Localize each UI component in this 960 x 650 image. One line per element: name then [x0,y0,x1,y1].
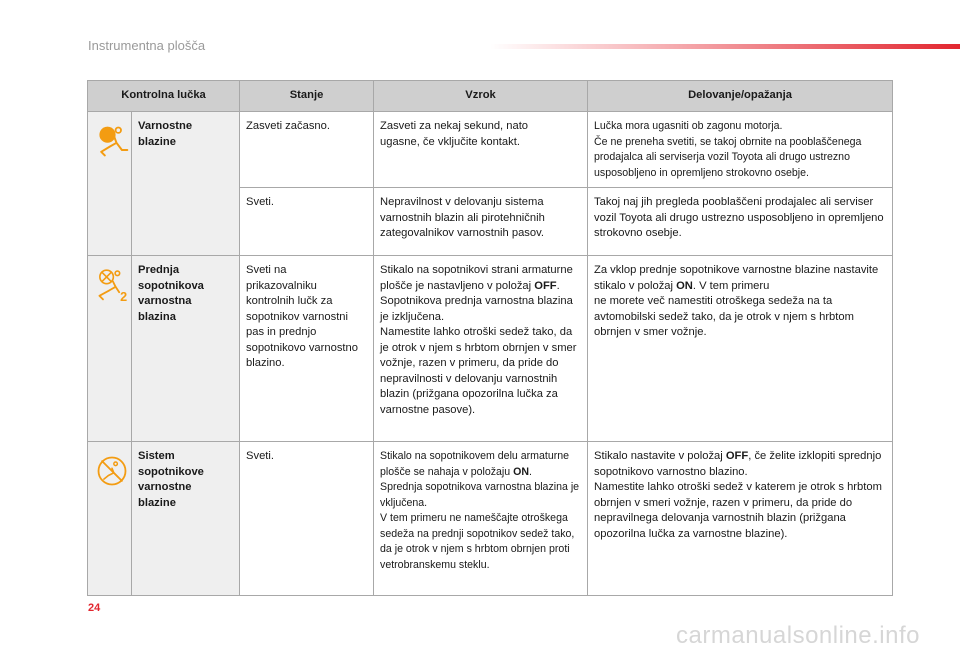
cause-text: . Sprednja sopotnikova varnostna blazina je vključena. V tem primeru ne nameščajte otroškega sedeža na prednji sopotnikov sedež tako, da je otrok v njem s hrbtom obrnjen proti vetrobranskemu steklu. [380,465,580,571]
svg-text:2: 2 [120,290,128,303]
table-header-row [88,81,893,112]
action-text: Za vklop prednje sopotnikove varnostne blazine nastavite stikalo v položaj [594,264,879,292]
page-number: 24 [88,602,101,614]
icon-cell [88,256,132,442]
airbag-warning-icon [94,123,130,159]
cause-cell [374,256,588,442]
cause-text: Stikalo na sopotnikovem delu armaturne plošče se nahaja v položaju [380,450,570,478]
column-header-cause: Vzrok [374,81,588,112]
action-cell [588,256,893,442]
action-cell: Takoj naj jih pregleda pooblaščeni prodajalec ali serviser vozil Toyota ali drugo ustrezno usposobljeno in opremljeno strokovno osebje. [588,188,893,256]
warning-light-name: Prednja sopotnikova varnostna blazina [132,256,240,442]
table-row [88,112,893,188]
section-title: Instrumentna plošča [88,38,206,53]
header-accent-bar [490,44,960,49]
table-row [88,256,893,442]
cause-cell: Nepravilnost v delovanju sistema varnostnih blazin ali pirotehničnih zategovalnikov varnostnih pasov. [374,188,588,256]
column-header-state: Stanje [240,81,374,112]
table-row [88,442,893,596]
state-cell: Zasveti začasno. [240,112,374,188]
cause-cell [374,442,588,596]
action-cell: Lučka mora ugasniti ob zagonu motorja. Če ne preneha svetiti, se takoj obrnite na pooblaščenega prodajalca ali serviserja vozil Toyota ali drugo ustrezno usposobljeno in opremljeno strokovno osebje. [588,112,893,188]
switch-position-label: ON [676,279,693,292]
warning-light-name: Varnostne blazine [132,112,240,256]
action-text: , če želite izklopiti sprednjo sopotnikovo varnostno blazino. Namestite lahko otroški sedež v katerem je otrok s hrbtom obrnjen v smeri vožnje, razen v primeru, da pride do nepravilnega delovanja varnostnih blazin (prižgana opozorilna lučka za varnostne blazine). [594,450,882,540]
action-text: Stikalo nastavite v položaj [594,450,726,462]
warning-light-name: Sistem sopotnikove varnostne blazine [132,442,240,596]
warning-lights-table [87,80,893,596]
action-cell [588,442,893,596]
cause-text: . Sopotnikova prednja varnostna blazina je izključena. Namestite lahko otroški sedež tako, da je otrok v njem s hrbtom obrnjen v smer vožnje, razen v primeru, da pride do nepravilnosti v delovanju varnostnih blazin (prižgana opozorilna lučka za varnostne pasove). [380,279,577,416]
passenger-airbag-system-off-icon [94,453,130,489]
icon-cell [88,112,132,256]
icon-cell [88,442,132,596]
state-cell: Sveti. [240,188,374,256]
state-cell: Sveti. [240,442,374,596]
cause-text: Stikalo na sopotnikovi strani armaturne plošče je nastavljeno v položaj [380,264,573,292]
column-header-action: Delovanje/opažanja [588,81,893,112]
cause-cell: Zasveti za nekaj sekund, nato ugasne, če vključite kontakt. [374,112,588,188]
switch-position-label: ON [513,465,530,478]
watermark: carmanualsonline.info [676,622,920,649]
passenger-airbag-off-icon [94,267,130,303]
column-header-warning-light: Kontrolna lučka [88,81,240,112]
action-text: . V tem primeru ne morete več namestiti otroškega sedeža na ta avtomobilski sedež tako, da je otrok v njem s hrbtom obrnjen v smer vožnje. [594,279,854,338]
switch-position-label: OFF [534,279,557,292]
state-cell: Sveti na prikazovalniku kontrolnih lučk za sopotnikov varnostni pas in prednjo sopotnikovo varnostno blazino. [240,256,374,442]
switch-position-label: OFF [725,450,749,462]
